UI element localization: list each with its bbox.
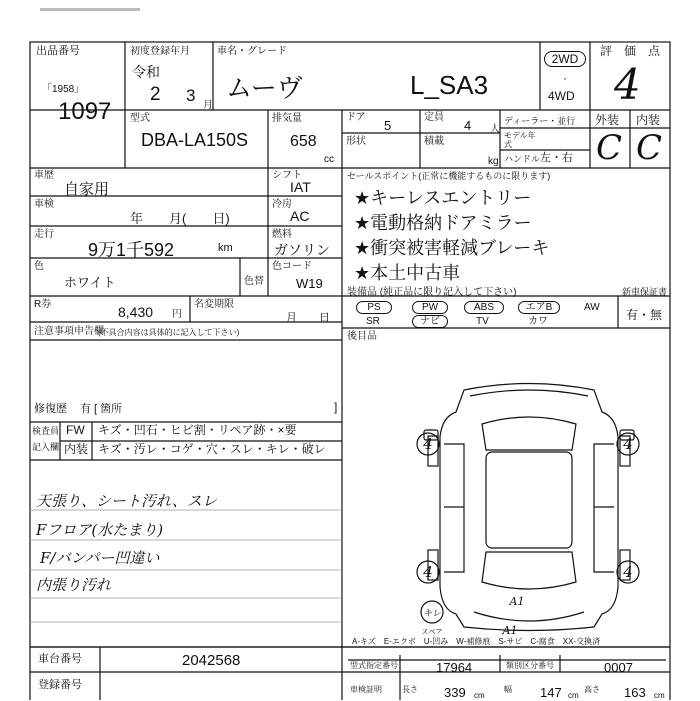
spare-label: スペア xyxy=(421,629,443,634)
tire-mark-fl: 4 xyxy=(423,435,433,453)
type-num-value: 17964 xyxy=(436,660,473,675)
ext-grade: C xyxy=(596,128,623,168)
displacement-label: 排気量 xyxy=(272,113,302,124)
tire-mark-rr: 4 xyxy=(623,563,633,581)
shift-value: IAT xyxy=(290,179,311,195)
height-value: 163 xyxy=(624,685,646,700)
color-change-label: 色替 xyxy=(244,276,264,287)
sales-point: ★衝突被害軽減ブレーキ xyxy=(354,238,550,258)
ac-label: 冷房 xyxy=(272,199,292,210)
mileage-label: 走行 xyxy=(34,229,54,240)
load-unit: kg xyxy=(488,156,499,167)
repair-value: 有 [ 箇所 xyxy=(80,403,123,415)
sales-point: ★キーレスエントリー xyxy=(354,188,532,208)
repair-bracket: ] xyxy=(334,400,338,414)
grade: L_SA3 xyxy=(410,70,489,100)
handwritten-note: Fフロア(水たまり) xyxy=(36,521,164,539)
displacement-value: 658 xyxy=(290,133,317,150)
recycle-value: 8,430 xyxy=(118,304,154,320)
model-label: 車名・グレード xyxy=(217,46,287,57)
door-value: 5 xyxy=(384,118,392,133)
tire-mark-fr: 4 xyxy=(623,435,633,453)
shift-label: シフト xyxy=(272,170,302,181)
warranty-label: 名変期限 xyxy=(194,299,234,310)
handwritten-note: F/バンパー凹違い xyxy=(40,549,160,567)
inspection-label: 車検 xyxy=(34,199,54,210)
equip-navi: ナビ xyxy=(412,315,448,328)
equip-ps: PS xyxy=(356,301,392,314)
handwritten-note: 天張り、シート汚れ、スレ xyxy=(36,492,217,510)
door-label: ドア xyxy=(346,112,366,123)
class-value: 0007 xyxy=(604,660,633,675)
type-num-label: 型式指定番号 xyxy=(350,661,398,670)
type-label: 型式 xyxy=(130,113,150,124)
reg-label: 登録番号 xyxy=(38,679,82,691)
notes-sub: (不具合内容は具体的に記入して下さい) xyxy=(98,328,240,337)
score-value: 4 xyxy=(614,60,641,109)
chassis-value: 2042568 xyxy=(182,652,241,669)
equipment-label: 装備品 (純正品に限り記入して下さい) xyxy=(347,287,517,298)
lot-number: 1097 xyxy=(58,98,112,125)
dealer-label: ディーラー・並行 xyxy=(504,116,576,126)
reg-year: 2 xyxy=(150,84,161,105)
color-label: 色 xyxy=(34,261,44,272)
chassis-label: 車台番号 xyxy=(38,653,82,665)
recycle-unit: 円 xyxy=(172,309,182,320)
displacement-unit: cc xyxy=(324,154,334,165)
sales-label: セールスポイント(正常に機能するものに限ります) xyxy=(347,171,551,181)
capacity-unit: 人 xyxy=(490,124,500,135)
class-label: 類別区分番号 xyxy=(506,661,554,670)
equip-leather: カワ xyxy=(528,316,548,327)
warranty-book-value: 有・無 xyxy=(626,308,663,322)
length-value: 339 xyxy=(444,685,466,700)
car-left-doors xyxy=(444,444,464,572)
handwritten-note: 内張り汚れ xyxy=(36,576,112,594)
width-value: 147 xyxy=(540,685,562,700)
equip-airbag: エアB xyxy=(518,301,560,314)
history-label: 車歴 xyxy=(34,170,54,181)
warranty-book-label: 新車保証書 xyxy=(622,287,668,297)
car-windshield xyxy=(482,417,576,450)
notes-label: 注意事項申告欄 xyxy=(34,326,104,337)
drive-2wd-badge: 2WD xyxy=(544,51,586,67)
equip-aw: AW xyxy=(584,302,600,313)
damage-mark-rear: A1 xyxy=(509,595,525,608)
score-label: 評 価 点 xyxy=(600,44,661,58)
damage-key: A-キズ E-エクボ U-凹み W-補修痕 S-サビ C-腐食 XX-交換済 xyxy=(352,637,601,646)
model-year-label: モデル年式 xyxy=(504,131,536,149)
car-body-outline xyxy=(440,384,618,631)
drive-separator: · xyxy=(563,71,567,85)
fuel-value: ガソリン xyxy=(274,242,330,258)
color-value: ホワイト xyxy=(64,275,116,290)
load-label: 積載 xyxy=(424,136,444,147)
legend-prefix-1: 検査員 xyxy=(32,426,60,436)
height-unit: cm xyxy=(654,691,665,700)
drive-4wd: 4WD xyxy=(548,89,575,103)
tire-mark-rl: 4 xyxy=(423,563,433,581)
repair-label: 修復歴 xyxy=(34,403,67,415)
damage-mark-bumper: A1 xyxy=(502,624,518,634)
mileage-unit: km xyxy=(218,242,233,254)
capacity-label: 定員 xyxy=(424,112,444,123)
car-hood xyxy=(470,390,588,396)
equip-sr: SR xyxy=(366,316,380,327)
sales-point: ★本土中古車 xyxy=(354,263,461,283)
history-value: 自家用 xyxy=(64,181,110,198)
lot-label: 出品番号 xyxy=(36,45,80,57)
ac-value: AC xyxy=(290,208,310,224)
sales-point: ★電動格納ドアミラー xyxy=(354,213,532,233)
legend-fw-key: FW xyxy=(66,423,85,437)
equip-abs: ABS xyxy=(464,301,504,314)
car-rear-window xyxy=(482,552,576,589)
cert-label: 車検証明 xyxy=(350,685,382,694)
length-label: 長さ xyxy=(402,685,418,694)
ext-label: 外装 xyxy=(595,113,620,127)
era: 令和 xyxy=(132,64,160,80)
reg-month-unit: 月 xyxy=(203,100,213,111)
mileage-value: 9万1千592 xyxy=(88,240,175,260)
equip-tv: TV xyxy=(476,316,489,327)
width-unit: cm xyxy=(568,691,579,700)
car-roof xyxy=(486,452,572,548)
shape-label: 形状 xyxy=(346,136,366,147)
first-reg-label: 初度登録年月 xyxy=(130,46,190,57)
after-parts-label: 後目品 xyxy=(347,331,377,342)
legend-int-text: キズ・汚レ・コゲ・穴・スレ・キレ・破レ xyxy=(98,442,326,456)
car-right-doors xyxy=(594,444,614,572)
color-code-label: 色コード xyxy=(272,261,312,272)
height-label: 高さ xyxy=(584,685,600,694)
spare-mark: キレ xyxy=(423,609,441,619)
capacity-value: 4 xyxy=(464,118,472,133)
color-code-value: W19 xyxy=(296,276,323,291)
fuel-label: 燃料 xyxy=(272,229,292,240)
inspection-value: 年 月( 日) xyxy=(130,211,230,226)
recycle-label: R券 xyxy=(34,299,52,310)
width-label: 幅 xyxy=(504,685,512,694)
lot-sub: 「1958」 xyxy=(42,84,85,95)
warranty-value: 月 日 xyxy=(286,312,330,324)
handle-label: ハンドル xyxy=(504,154,541,164)
equip-pw: PW xyxy=(412,301,448,314)
car-damage-diagram xyxy=(404,372,654,634)
legend-prefix-2: 記入欄 xyxy=(32,442,60,452)
int-grade: C xyxy=(636,128,663,168)
legend-fw-text: キズ・凹石・ヒビ割・リペア跡・×要 xyxy=(98,423,297,437)
handle-value: 左・右 xyxy=(540,152,573,164)
type-value: DBA-LA150S xyxy=(141,130,249,150)
int-label: 内装 xyxy=(636,113,661,127)
length-unit: cm xyxy=(474,691,485,700)
car-rear-bumper xyxy=(474,612,584,621)
legend-int-key: 内装 xyxy=(64,442,89,456)
reg-month: 3 xyxy=(186,86,196,105)
car-name: ムーヴ xyxy=(226,73,303,103)
